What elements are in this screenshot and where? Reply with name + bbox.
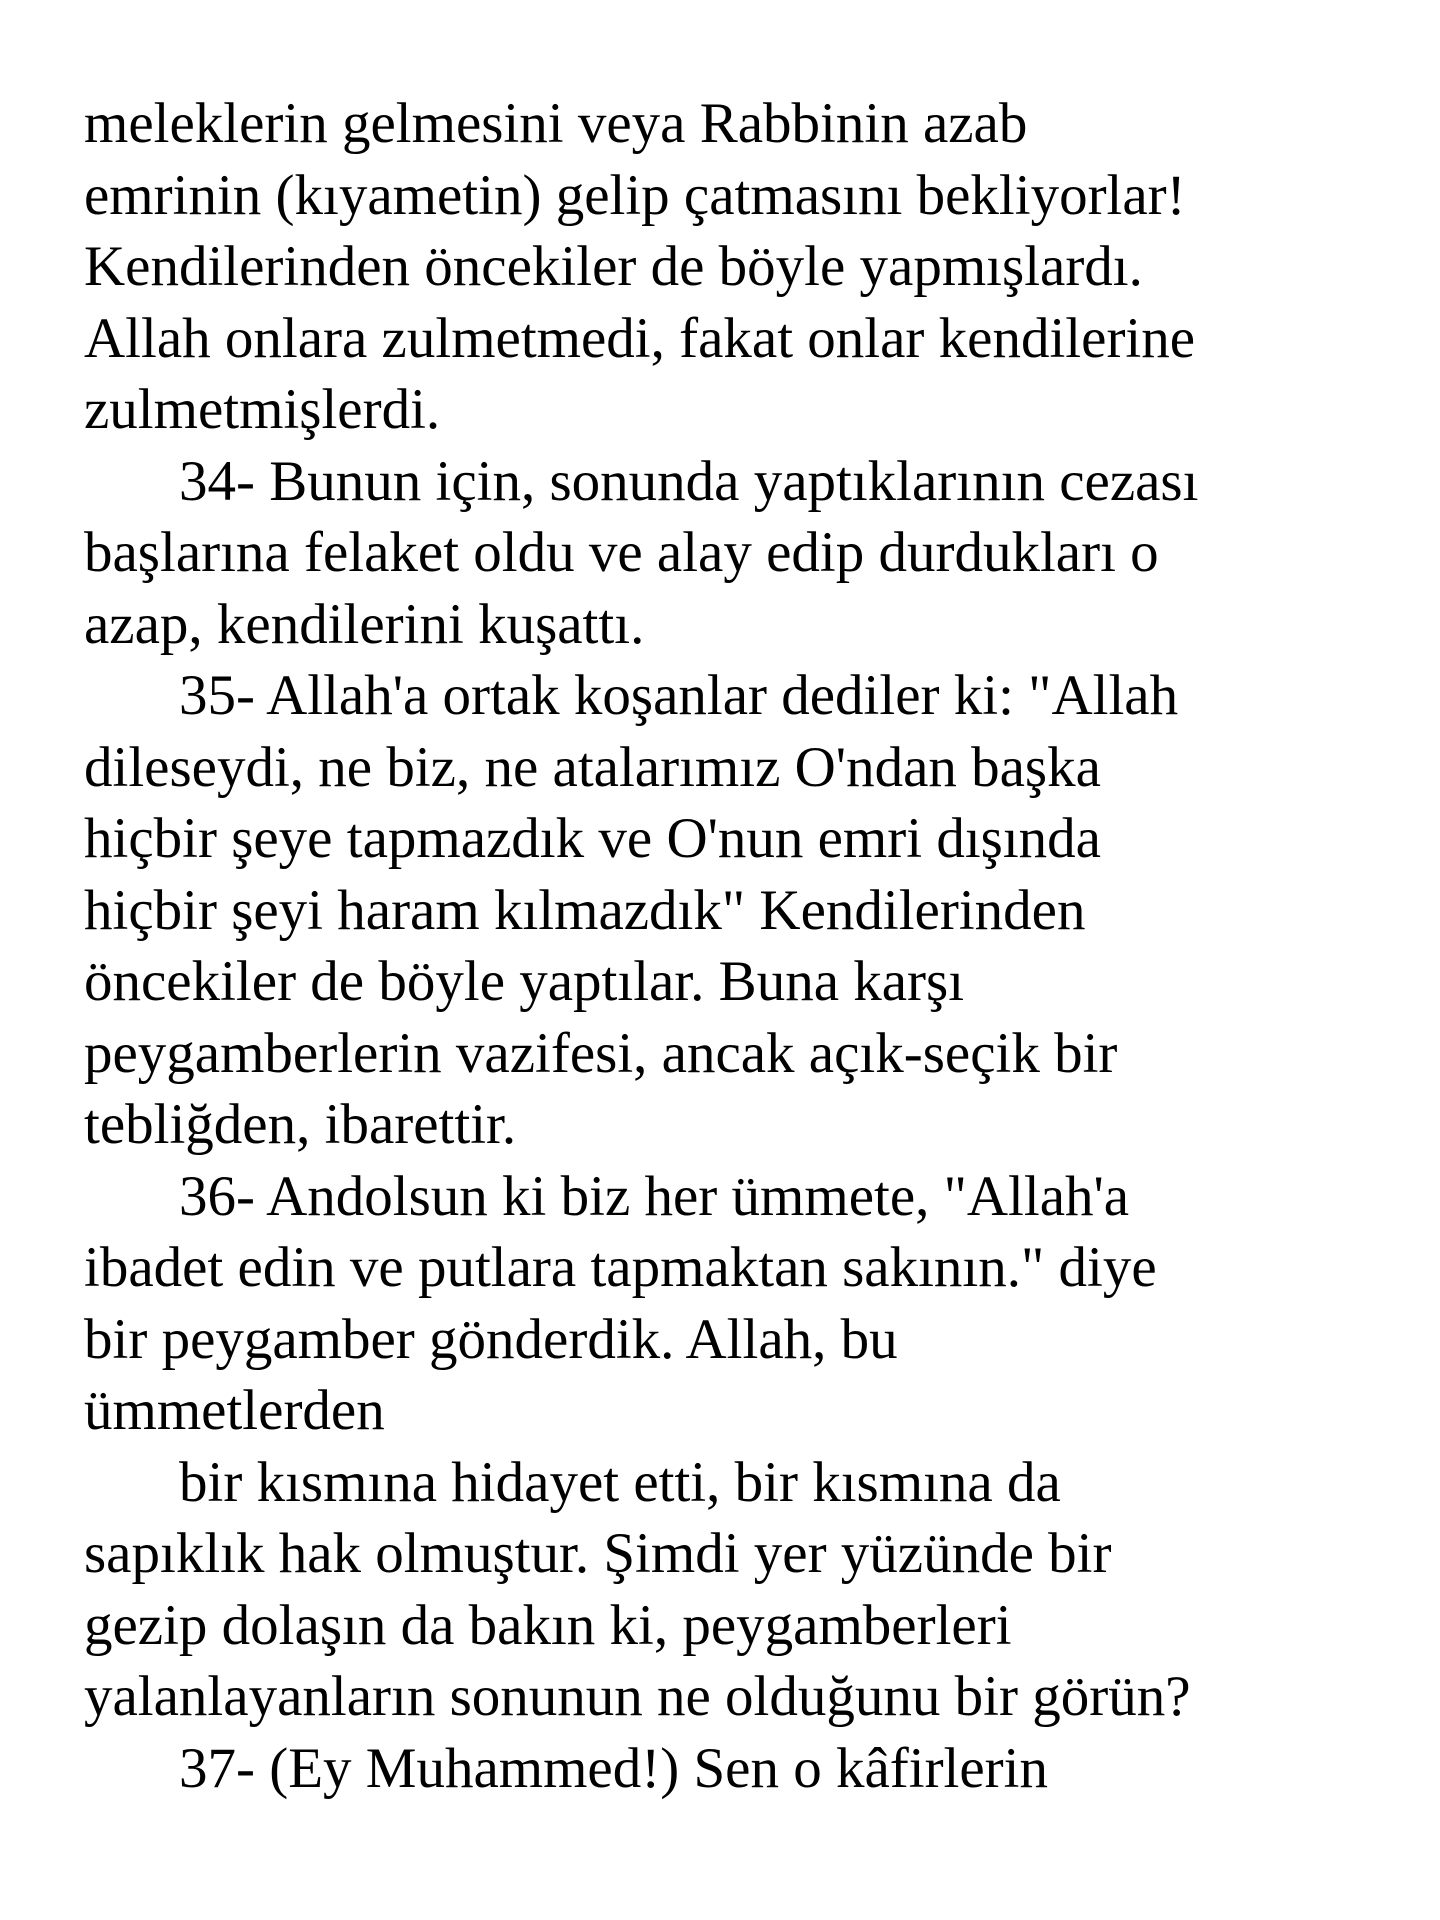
text-line: tebliğden, ibarettir. [84, 1093, 517, 1156]
text-line: öncekiler de böyle yaptılar. Buna karşı [84, 950, 965, 1013]
text-line: bir peygamber gönderdik. Allah, bu [84, 1307, 898, 1371]
text-line: başlarına felaket oldu ve alay edip durdukları o [84, 521, 1159, 584]
text-line: hiçbir şeye tapmazdık ve O'nun emri dışında [84, 807, 1101, 870]
text-line: hiçbir şeyi haram kılmazdık" Kendilerinden [84, 878, 1086, 942]
text-line: meleklerin gelmesini veya Rabbinin azab [84, 92, 1028, 155]
text-line: azap, kendilerini kuşattı. [84, 592, 645, 656]
verse-35-start: 35- Allah'a ortak koşanlar dediler ki: "Allah [179, 664, 1179, 727]
text-line: dileseydi, ne biz, ne atalarımız O'ndan başka [84, 735, 1101, 799]
text-line: Kendilerinden öncekiler de böyle yapmışlardı. [84, 235, 1143, 298]
verse-37-start: 37- (Ey Muhammed!) Sen o kâfirlerin [179, 1736, 1048, 1800]
paragraph-continuation: bir kısmına hidayet etti, bir kısmına da [179, 1450, 1061, 1514]
text-line: zulmetmişlerdi. [84, 378, 441, 441]
text-line: emrinin (kıyametin) gelip çatmasını bekliyorlar! [84, 163, 1186, 227]
text-line: sapıklık hak olmuştur. Şimdi yer yüzünde bir [84, 1522, 1112, 1585]
text-line: Allah onlara zulmetmedi, fakat onlar kendilerine [84, 306, 1196, 370]
text-line: yalanlayanların sonunun ne olduğunu bir görün? [84, 1665, 1191, 1728]
verse-34-start: 34- Bunun için, sonunda yaptıklarının cezası [179, 449, 1199, 513]
text-line: ümmetlerden [84, 1379, 385, 1442]
text-line: peygamberlerin vazifesi, ancak açık-seçik bir [84, 1021, 1118, 1085]
verse-36-start: 36- Andolsun ki biz her ümmete, "Allah'a [179, 1164, 1130, 1228]
text-line: gezip dolaşın da bakın ki, peygamberleri [84, 1593, 1012, 1657]
text-line: ibadet edin ve putlara tapmaktan sakının." diye [84, 1236, 1157, 1299]
document-page [84, 88, 1404, 1804]
